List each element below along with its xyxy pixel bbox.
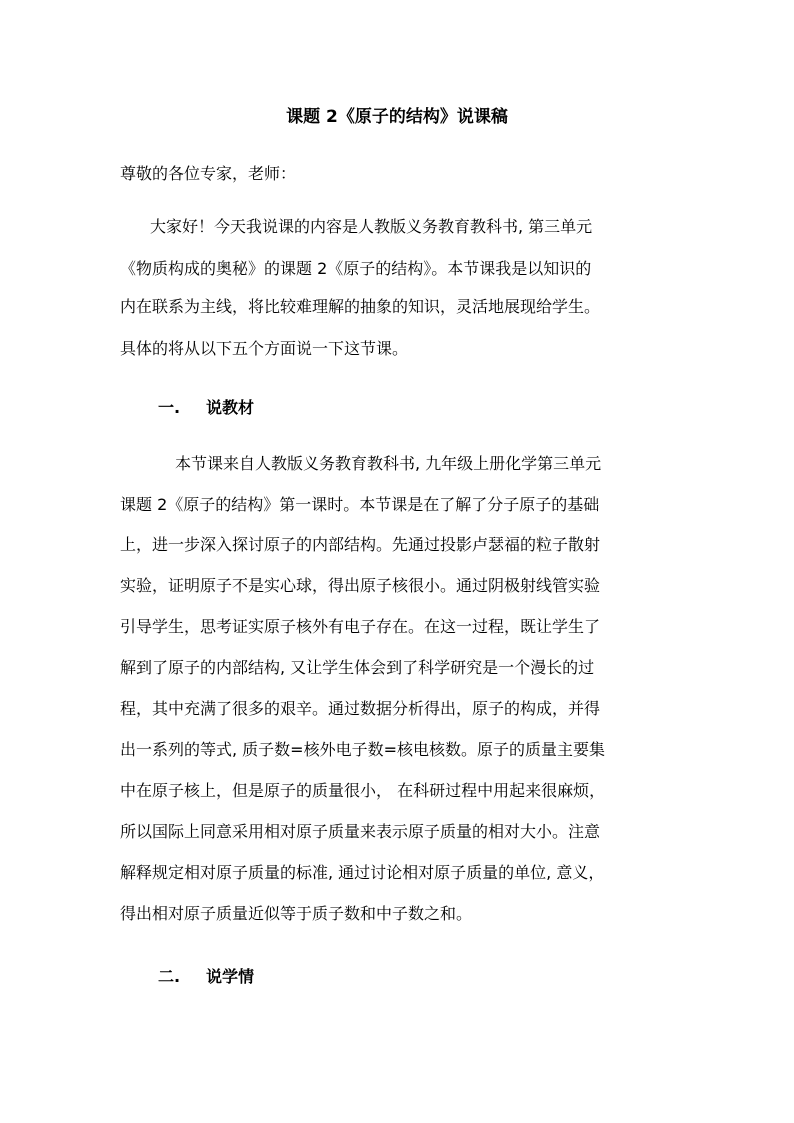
section1-line-4: 实验，证明原子不是实心球，得出原子核很小。通过阴极射线管实验 — [120, 576, 601, 595]
greeting: 尊敬的各位专家，老师： — [120, 164, 297, 183]
section1-line-5: 引导学生，思考证实原子核外有电子存在。在这一过程，既让学生了 — [120, 617, 601, 636]
section-number-2: 二. — [158, 967, 181, 986]
section1-line-11: 解释规定相对原子质量的标准, 通过讨论相对原子质量的单位, 意义， — [120, 863, 605, 882]
section-heading-1 — [158, 395, 254, 421]
section-number-1: 一. — [158, 398, 181, 417]
section-title-1: 说教材 — [206, 398, 255, 417]
section1-line-12: 得出相对原子质量近似等于质子数和中子数之和。 — [120, 904, 473, 923]
section1-line-2: 课题 2《原子的结构》第一课时。本节课是在了解了分子原子的基础 — [120, 495, 600, 514]
section-heading-2 — [158, 964, 254, 990]
section1-line-8: 出一系列的等式, 质子数=核外电子数=核电核数。原子的质量主要集 — [120, 740, 605, 759]
intro-line-3: 内在联系为主线，将比较难理解的抽象的知识，灵活地展现给学生。 — [120, 297, 601, 316]
intro-line-1: 大家好！今天我说课的内容是人教版义务教育教科书, 第三单元 — [150, 217, 593, 236]
intro-line-4: 具体的将从以下五个方面说一下这节课。 — [120, 339, 409, 358]
section1-line-6: 解到了原子的内部结构, 又让学生体会到了科学研究是一个漫长的过 — [120, 658, 595, 677]
document-title: 课题 2《原子的结构》说课稿 — [286, 107, 508, 127]
section1-line-9: 中在原子核上，但是原子的质量很小， 在科研过程中用起来很麻烦， — [120, 781, 606, 800]
section1-line-10: 所以国际上同意采用相对原子质量来表示原子质量的相对大小。注意 — [120, 822, 601, 841]
intro-line-2: 《物质构成的奥秘》的课题 2《原子的结构》。本节课我是以知识的 — [120, 259, 592, 278]
section1-line-1: 本节课来自人教版义务教育教科书, 九年级上册化学第三单元 — [175, 454, 602, 473]
section-title-2: 说学情 — [206, 967, 255, 986]
section1-line-3: 上，进一步深入探讨原子的内部结构。先通过投影卢瑟福的粒子散射 — [120, 535, 601, 554]
section1-line-7: 程，其中充满了很多的艰辛。通过数据分析得出，原子的构成，并得 — [120, 699, 601, 718]
